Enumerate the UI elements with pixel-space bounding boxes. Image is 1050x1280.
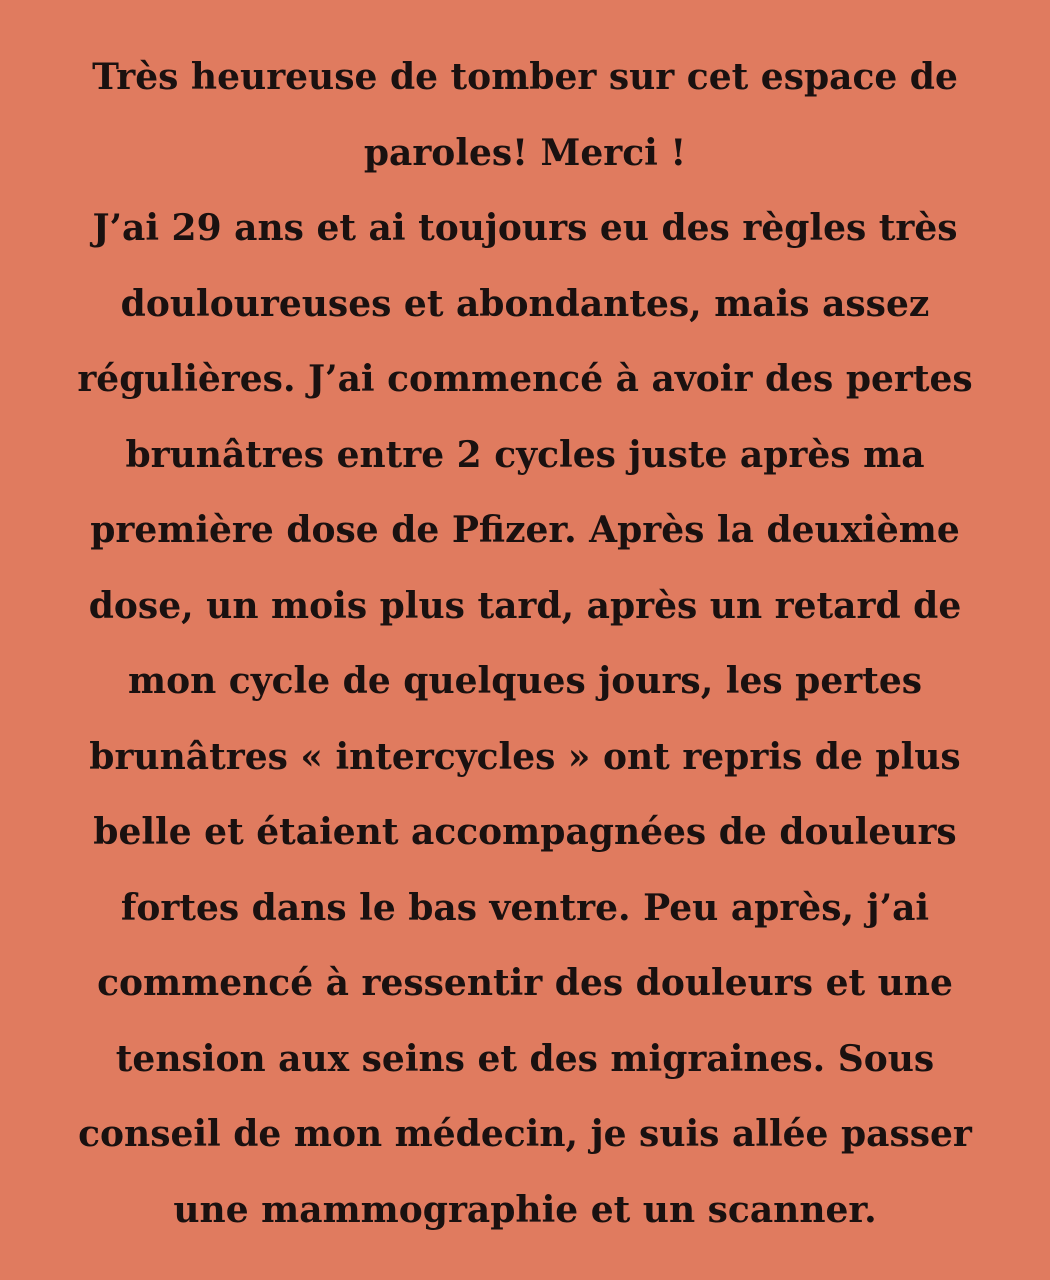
intro-paragraph: Très heureuse de tomber sur cet espace de paroles! Merci ! [92,56,958,174]
story-paragraph: J’ai 29 ans et ai toujours eu des règles très douloureuses et abondantes, mais assez régulières. J’ai commencé à avoir des pertes brunâtres entre 2 cycles juste après ma première dose de Pfizer. Après la deuxième dose, un mois plus tard, après un retard de mon cycle de quelques jours, les pertes brunâtres « intercycles » ont repris de plus belle et étaient accompagnées de douleurs fortes dans le bas ventre. Peu après, j’ai commencé à ressentir des douleurs et une tension aux seins et des migraines. Sous conseil de mon médecin, je suis allée passer une mammographie et un scanner. [77,207,973,1231]
